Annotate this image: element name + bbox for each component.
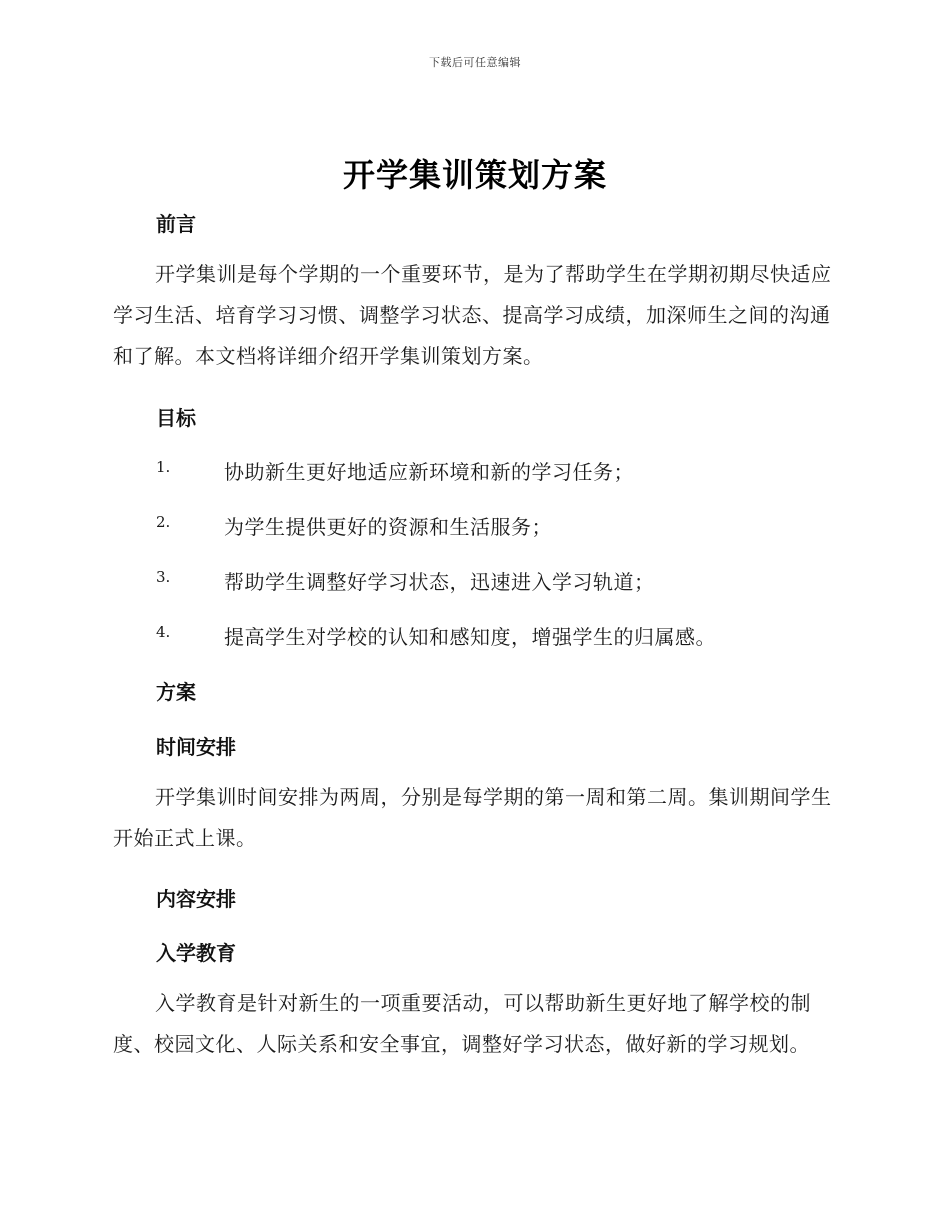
paragraph-preface: 开学集训是每个学期的一个重要环节，是为了帮助学生在学期初期尽快适应学习生活、培育学习习惯、调整学习状态、提高学习成绩，加深师生之间的沟通和了解。本文档将详细介绍开学集训策划方案。 [113, 262, 832, 368]
paragraph-schedule: 开学集训时间安排为两周，分别是每学期的第一周和第二周。集训期间学生开始正式上课。 [113, 785, 832, 850]
list-number: 3. [156, 568, 171, 586]
list-text: 提高学生对学校的认知和感知度，增强学生的归属感。 [224, 625, 716, 649]
list-number: 1. [156, 458, 171, 476]
heading-goals: 目标 [156, 406, 196, 430]
heading-schedule: 时间安排 [156, 735, 236, 759]
list-text: 为学生提供更好的资源和生活服务； [224, 515, 552, 539]
list-text: 帮助学生调整好学习状态，迅速进入学习轨道； [224, 570, 655, 594]
list-number: 4. [156, 623, 171, 641]
heading-orientation: 入学教育 [156, 941, 236, 965]
list-number: 2. [156, 513, 171, 531]
header-note: 下载后可任意编辑 [429, 56, 521, 69]
list-text: 协助新生更好地适应新环境和新的学习任务； [224, 460, 634, 484]
heading-plan: 方案 [156, 680, 196, 704]
heading-preface: 前言 [156, 212, 196, 236]
heading-content: 内容安排 [156, 887, 236, 911]
paragraph-orientation: 入学教育是针对新生的一项重要活动，可以帮助新生更好地了解学校的制度、校园文化、人际关系和安全事宜，调整好学习状态，做好新的学习规划。 [113, 991, 811, 1056]
document-title: 开学集训策划方案 [342, 156, 607, 194]
